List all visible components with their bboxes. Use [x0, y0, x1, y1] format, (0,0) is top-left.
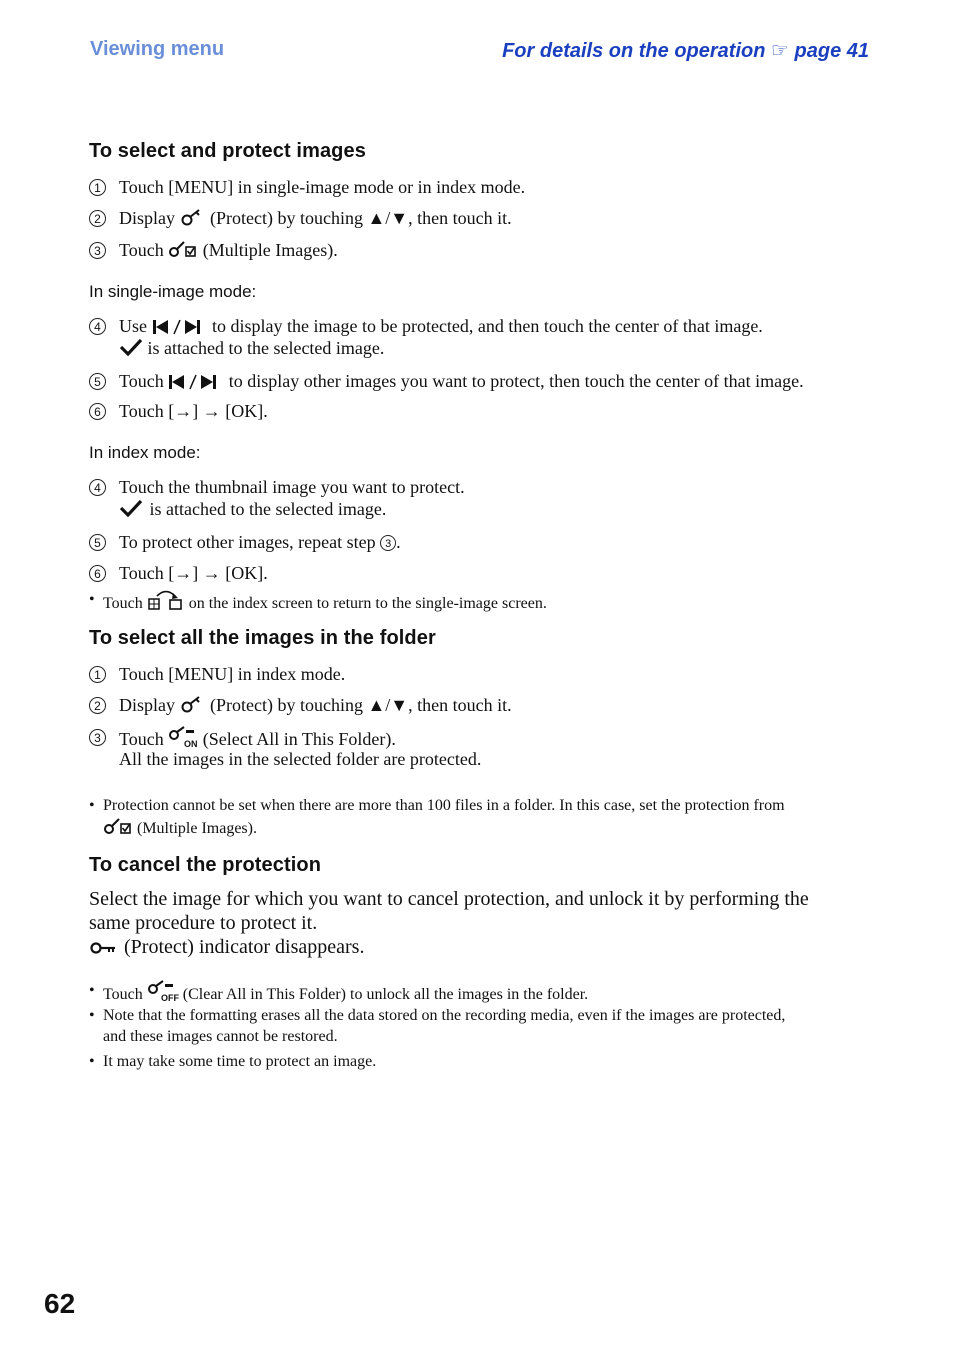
step-text: Touch [MENU] in index mode. — [119, 664, 346, 684]
step-continuation: is attached to the selected image. — [149, 499, 387, 519]
note-text: Protection cannot be set when there are more than 100 files in a folder. In this case, set the protection from — [103, 797, 785, 814]
step-reference-number: 3 — [380, 535, 396, 551]
protect-multiple-icon — [103, 816, 133, 836]
svg-text:OFF: OFF — [160, 993, 179, 1002]
step-number: 1 — [89, 666, 106, 683]
step-number: 3 — [89, 242, 106, 259]
checkmark-icon — [119, 498, 145, 518]
header-reference-text: For details on the operation — [502, 40, 766, 62]
step-text: Touch [→] → [OK]. — [119, 563, 268, 583]
paragraph-line: Select the image for which you want to cancel protection, and unlock it by performing the — [89, 888, 809, 910]
step-continuation: All the images in the selected folder are protected. — [119, 749, 482, 769]
protect-key-icon — [180, 694, 206, 714]
step-number: 4 — [89, 318, 106, 335]
step-text-pre: Display — [119, 695, 175, 715]
note-text-post: (Multiple Images). — [137, 820, 257, 837]
step-continuation: is attached to the selected image. — [147, 338, 385, 358]
step-text-post: (Protect) by touching ▲/▼, then touch it. — [210, 208, 512, 228]
step-text-pre: Touch — [119, 729, 164, 749]
step-text: Touch [MENU] in single-image mode or in index mode. — [119, 177, 526, 197]
header-section-title: Viewing menu — [90, 38, 225, 60]
cancel-paragraph — [89, 887, 879, 959]
step-text-pre: Touch — [119, 371, 164, 391]
step-text-pre: Use — [119, 316, 147, 336]
step-number: 1 — [89, 179, 106, 196]
step-number: 2 — [89, 697, 106, 714]
step-number: 4 — [89, 479, 106, 496]
header-page-reference — [502, 38, 869, 63]
step-text: To protect other images, repeat step — [119, 532, 376, 552]
clear-all-off-icon — [147, 980, 179, 1002]
step-text-post: (Multiple Images). — [202, 240, 338, 260]
bullet: • — [89, 1007, 95, 1024]
index-to-single-icon — [147, 589, 185, 611]
svg-text:ON: ON — [184, 739, 198, 748]
note-text-pre: Touch — [103, 986, 143, 1003]
protect-multiple-icon — [168, 239, 198, 259]
step-number: 5 — [89, 373, 106, 390]
step-number: 5 — [89, 534, 106, 551]
sub-label-single-image: In single-image mode: — [89, 282, 257, 301]
section-title-select-protect: To select and protect images — [89, 140, 366, 162]
bullet: • — [89, 1053, 95, 1070]
paragraph-line: (Protect) indicator disappears. — [124, 936, 365, 958]
section-title-cancel: To cancel the protection — [89, 854, 322, 876]
checkmark-icon — [119, 337, 143, 357]
header-reference-page: page 41 — [794, 40, 869, 62]
section-title-select-all: To select all the images in the folder — [89, 627, 436, 649]
sub-label-index-mode: In index mode: — [89, 443, 201, 462]
bullet: • — [89, 797, 95, 814]
step-text-post: to display the image to be protected, and then touch the center of that image. — [212, 316, 763, 336]
step-text-post: (Protect) by touching ▲/▼, then touch it. — [210, 695, 512, 715]
step-text-pre: Touch — [119, 240, 164, 260]
step-text-pre: Display — [119, 208, 175, 228]
protect-key-icon — [180, 207, 206, 227]
note-text-post: on the index screen to return to the single-image screen. — [188, 595, 547, 612]
bullet: • — [89, 982, 95, 999]
step-number: 6 — [89, 403, 106, 420]
step-number: 2 — [89, 210, 106, 227]
step-number: 6 — [89, 565, 106, 582]
note-text-pre: Touch — [103, 595, 143, 612]
step-text: Touch the thumbnail image you want to protect. — [119, 477, 465, 497]
note-text: and these images cannot be restored. — [103, 1028, 338, 1045]
pointing-hand-icon: ☞ — [771, 40, 789, 62]
step-number: 3 — [89, 729, 106, 746]
prev-next-icon — [152, 319, 208, 335]
paragraph-line: same procedure to protect it. — [89, 912, 318, 934]
step-text-post: to display other images you want to protect, then touch the center of that image. — [228, 371, 804, 391]
prev-next-icon — [168, 374, 224, 390]
note-text: It may take some time to protect an image. — [103, 1053, 377, 1070]
page-number: 62 — [44, 1288, 76, 1319]
step-text: Touch [→] → [OK]. — [119, 401, 268, 421]
protect-all-on-icon — [168, 726, 198, 748]
protect-indicator-icon — [89, 940, 119, 956]
step-text-tail: . — [396, 532, 401, 552]
bullet: • — [89, 591, 95, 608]
step-text-post: (Select All in This Folder). — [202, 729, 396, 749]
note-text: Note that the formatting erases all the data stored on the recording media, even if the images are protected, — [103, 1007, 786, 1024]
note-text-post: (Clear All in This Folder) to unlock all the images in the folder. — [182, 986, 589, 1003]
